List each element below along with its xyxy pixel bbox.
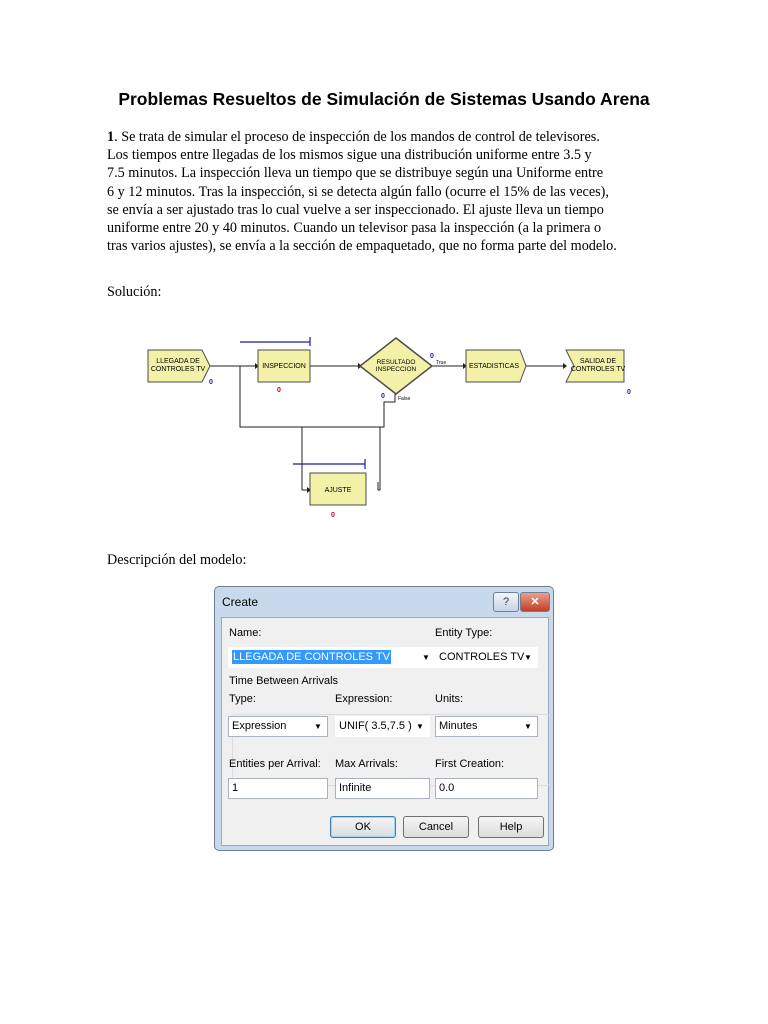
problem-line-2: Los tiempos entre llegadas de los mismos sigue una distribución uniforme entre 3.5 y [107, 147, 592, 164]
type-value: Expression [232, 720, 287, 732]
dialog-titlebar[interactable] [214, 586, 554, 616]
chevron-down-icon[interactable]: ▼ [416, 722, 424, 731]
units-select[interactable] [435, 716, 538, 737]
resultado-label-2: INSPECCION [375, 366, 417, 373]
salida-counter: 0 [627, 389, 631, 396]
arrow-to-salida [563, 363, 567, 369]
inspeccion-counter: 0 [277, 387, 281, 394]
problem-line-6: uniforme entre 20 y 40 minutos. Cuando un televisor pasa la inspección (a la primera o [107, 220, 602, 237]
model-description-label: Descripción del modelo: [107, 552, 247, 568]
entities-per-arrival-label: Entities per Arrival: [229, 758, 321, 770]
ajuste-counter: 0 [331, 512, 335, 519]
help-button[interactable]: Help [478, 816, 544, 838]
create-dialog [214, 586, 554, 851]
resultado-counter-true: 0 [430, 353, 434, 360]
name-value: LLEGADA DE CONTROLES TV [233, 651, 390, 663]
module-inspeccion[interactable] [258, 350, 310, 394]
arena-model-diagram [140, 330, 640, 525]
salida-label-2: CONTROLES TV [570, 366, 626, 373]
ajuste-label: AJUSTE [324, 487, 352, 494]
resultado-counter-false: 0 [381, 393, 385, 400]
module-ajuste[interactable] [310, 473, 366, 519]
type-label: Type: [229, 693, 256, 705]
inspeccion-label: INSPECCION [262, 363, 306, 370]
ok-button[interactable]: OK [330, 816, 396, 838]
name-combobox[interactable] [228, 647, 436, 668]
module-estadisticas[interactable] [466, 350, 526, 382]
first-creation-input[interactable]: 0.0 [435, 778, 538, 799]
problem-line-7: tras varios ajustes), se envía a la sección de empaquetado, que no forma parte del modelo. [107, 238, 617, 255]
name-label: Name: [229, 627, 262, 639]
chevron-down-icon[interactable]: ▼ [524, 653, 532, 662]
document-title: Problemas Resueltos de Simulación de Sistemas Usando Arena [118, 89, 650, 109]
expression-value: UNIF( 3.5,7.5 ) [339, 720, 412, 732]
salida-label-1: SALIDA DE [579, 358, 617, 365]
module-llegada[interactable] [148, 350, 213, 386]
dialog-body [221, 617, 549, 846]
chevron-down-icon[interactable]: ▼ [422, 653, 430, 662]
entity-type-select[interactable] [435, 647, 538, 668]
entities-per-arrival-input[interactable]: 1 [228, 778, 328, 799]
help-icon[interactable]: ? [493, 592, 519, 612]
entity-type-label: Entity Type: [435, 627, 493, 639]
chevron-down-icon[interactable]: ▼ [314, 722, 322, 731]
expression-label: Expression: [335, 693, 393, 705]
llegada-counter: 0 [209, 379, 213, 386]
units-label: Units: [435, 693, 464, 705]
close-icon[interactable]: ✕ [520, 592, 550, 612]
type-select[interactable] [228, 716, 328, 737]
cancel-button[interactable]: Cancel [403, 816, 469, 838]
resultado-label-1: RESULTADO [376, 359, 416, 366]
max-arrivals-input[interactable]: Infinite [335, 778, 430, 799]
module-resultado[interactable] [360, 338, 446, 402]
llegada-label-2: CONTROLES TV [150, 366, 206, 373]
solution-label: Solución: [107, 284, 162, 300]
problem-statement [107, 128, 667, 255]
time-between-arrivals-label: Time Between Arrivals [229, 675, 339, 687]
expression-combobox[interactable] [335, 716, 430, 737]
connector-ajuste-in [240, 427, 310, 490]
problem-number: 1 [107, 129, 115, 145]
resultado-false-label: False [398, 396, 411, 402]
problem-line-4: 6 y 12 minutos. Tras la inspección, si se detecta algún fallo (ocurre el 15% de las veces), [107, 183, 609, 200]
module-salida[interactable] [566, 350, 631, 396]
estadisticas-label: ESTADISTICAS [468, 363, 520, 370]
resultado-true-label: True [436, 360, 447, 366]
chevron-down-icon[interactable]: ▼ [524, 722, 532, 731]
problem-line-5: se envía a ser ajustado tras lo cual vuelve a ser inspeccionado. El ajuste lleva un tiempo [107, 201, 604, 218]
max-arrivals-label: Max Arrivals: [335, 758, 398, 770]
units-value: Minutes [439, 720, 478, 732]
dialog-title: Create [222, 595, 259, 609]
first-creation-label: First Creation: [435, 758, 505, 770]
llegada-label-1: LLEGADA DE [156, 358, 200, 365]
problem-line-3: 7.5 minutos. La inspección lleva un tiempo que se distribuye según una Uniforme entre [107, 165, 604, 182]
entity-type-value: CONTROLES TV [439, 651, 525, 663]
problem-line-1: 1. Se trata de simular el proceso de inspección de los mandos de control de televisores. [107, 129, 600, 145]
